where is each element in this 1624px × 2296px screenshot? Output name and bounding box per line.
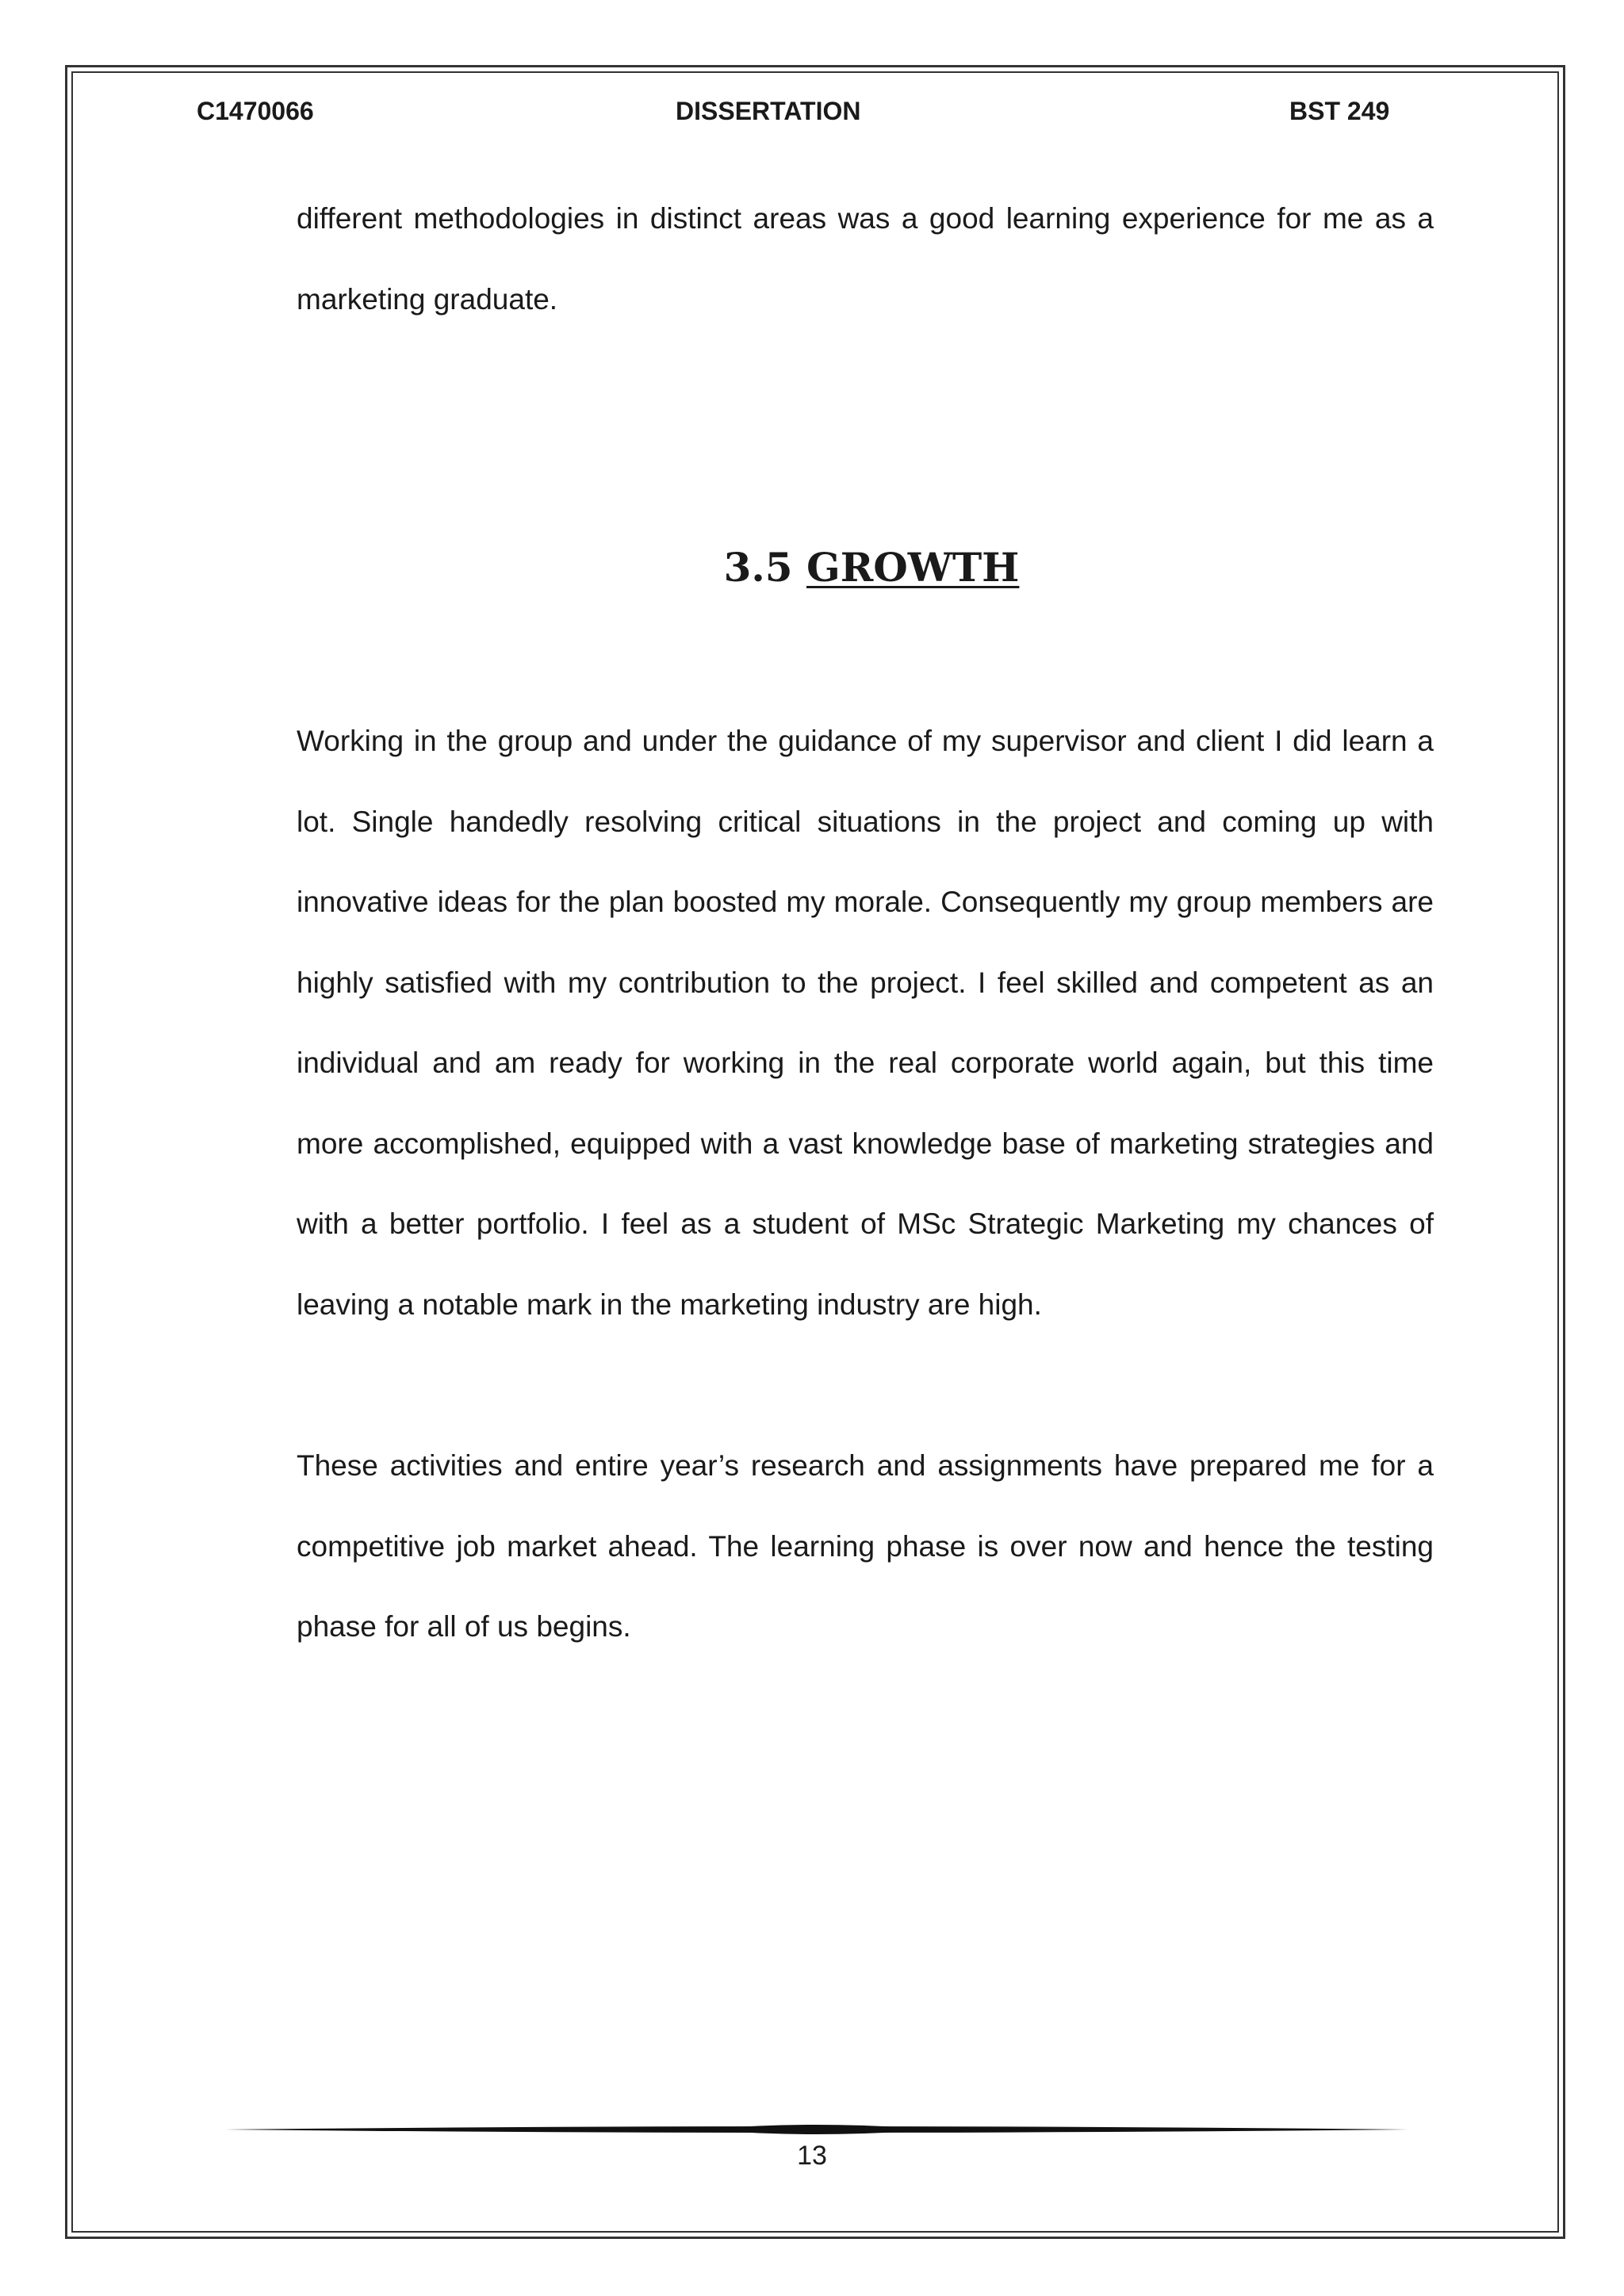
header-module-code: BST 249 (1289, 97, 1390, 125)
section-title: GROWTH (806, 544, 1020, 591)
section-heading (0, 544, 1624, 591)
page-header (197, 97, 1390, 136)
section-number: 3.5 (723, 544, 793, 591)
paragraph-growth-1: Working in the group and under the guidance of my supervisor and client I did learn a lot. Single handedly resolving critical situations in the project and coming up with innovative ideas for the plan boosted my morale. Consequently my group members are highly satisfied with my contribution to the project. I feel skilled and competent as an individual and am ready for working in the real corporate world again, but this time more accomplished, equipped with a vast knowledge base of marketing strategies and with a better portfolio. I feel as a student of MSc Strategic Marketing my chances of leaving a notable mark in the marketing industry are high. (297, 725, 1434, 1321)
paragraph-growth-2: These activities and entire year’s research and assignments have prepared me for a competitive job market ahead. The learning phase is over now and hence the testing phase for all of us begins. (297, 1449, 1434, 1643)
page-number: 13 (797, 2141, 827, 2171)
header-document-type: DISSERTATION (676, 97, 861, 125)
paragraph-continued: different methodologies in distinct areas was a good learning experience for me as a marketing graduate. (297, 202, 1434, 316)
footer-divider (225, 2118, 1408, 2142)
header-student-id: C1470066 (197, 97, 314, 125)
